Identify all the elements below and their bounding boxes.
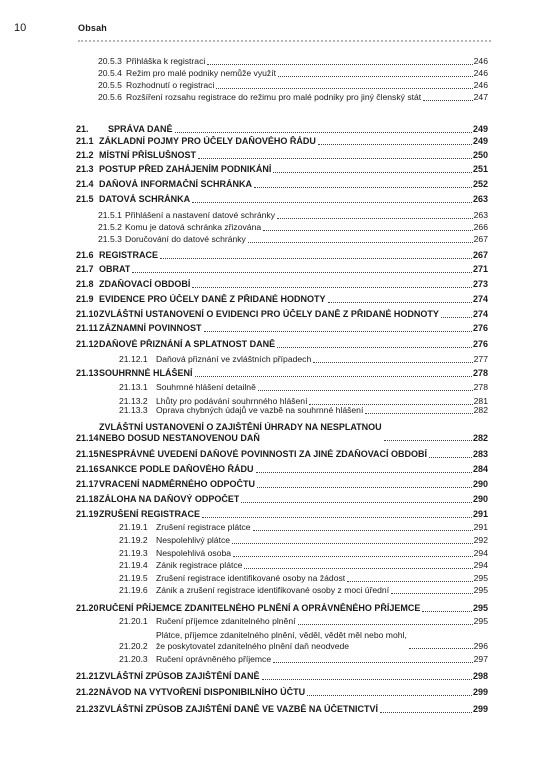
toc-entry-title: Zánik a zrušení registrace identifikované osoby z moci úřední [156, 585, 390, 595]
toc-entry[interactable] [76, 150, 488, 161]
toc-entry-number: 21.23 [76, 704, 99, 714]
toc-entry-number: 21.19.1 [119, 522, 148, 532]
toc-entry-page: 299 [472, 704, 488, 714]
toc-entry[interactable] [76, 124, 488, 135]
toc-entry-page: 291 [473, 522, 488, 532]
toc-entry-number: 21.6 [76, 250, 94, 260]
toc-entry-title: Zrušení registrace plátce [156, 522, 251, 532]
toc-entry-title: NESPRÁVNÉ UVEDENÍ DAŇOVÉ POVINNOSTI ZA JINÉ ZDAŇOVACÍ OBDOBÍ [99, 449, 428, 459]
toc-leader-dots [262, 679, 472, 680]
toc-entry-number: 21.10 [76, 309, 99, 319]
toc-entry-title: Přihláška k registraci [126, 56, 206, 66]
toc-entry-page: 297 [473, 654, 488, 664]
toc-entry-page: 274 [472, 294, 488, 304]
toc-entry-page: 263 [472, 194, 488, 204]
toc-entry-title: Nespolehlivá osoba [156, 548, 232, 558]
toc-leader-dots [441, 317, 472, 318]
toc-entry-page: 290 [472, 494, 488, 504]
toc-entry-page: 266 [473, 222, 488, 232]
toc-leader-dots [257, 487, 472, 488]
toc-entry-title: Komu je datová schránka zřizována [125, 222, 262, 232]
toc-entry-title: RUČENÍ PŘÍJEMCE ZDANITELNÉHO PLNĚNÍ A OPRÁVNĚNÉHO PŘÍJEMCE [99, 603, 421, 613]
toc-entry[interactable] [76, 704, 488, 715]
toc-entry-title: Zrušení registrace identifikované osoby na žádost [156, 573, 346, 583]
toc-entry[interactable] [76, 603, 488, 614]
toc-leader-dots [207, 64, 472, 65]
toc-entry-title: VRACENÍ NADMĚRNÉHO ODPOČTU [99, 479, 256, 489]
toc-entry-number: 21.19.6 [119, 585, 148, 595]
toc-entry-page: 294 [473, 548, 488, 558]
toc-leader-dots [347, 581, 472, 582]
toc-entry[interactable] [76, 548, 488, 559]
toc-entry-title: ZVLÁŠTNÍ USTANOVENÍ O ZAJIŠTĚNÍ ÚHRADY NA NESPLATNOU NEBO DOSUD NESTANOVENOU DAŇ [99, 422, 382, 443]
toc-entry-page: 294 [473, 560, 488, 570]
toc-entry[interactable] [76, 585, 488, 596]
toc-entry-title: ZÁKLADNÍ POJMY PRO ÚČELY DAŇOVÉHO ŘÁDU [99, 136, 316, 146]
header-dotted-rule [78, 40, 491, 42]
toc-entry-page: 277 [473, 354, 488, 364]
toc-entry-number: 21.13.2 [119, 396, 148, 406]
toc-entry[interactable] [76, 92, 488, 103]
toc-entry[interactable] [76, 422, 488, 443]
toc-entry[interactable] [76, 368, 488, 379]
toc-entry-page: 267 [472, 250, 488, 260]
toc-entry-number: 21.18 [76, 494, 99, 504]
toc-entry-number: 21.13.1 [119, 382, 148, 392]
toc-entry[interactable] [76, 464, 488, 475]
toc-leader-dots [254, 187, 472, 188]
toc-entry-number: 21.7 [76, 264, 94, 274]
toc-entry-title: ZÁZNAMNÍ POVINNOST [99, 323, 202, 333]
toc-leader-dots [202, 517, 472, 518]
toc-entry-number: 21.5 [76, 194, 94, 204]
toc-entry-title: Rozšíření rozsahu registrace do režimu pro malé podniky pro jiný členský stát [126, 92, 422, 102]
toc-entry-title: Rozhodnutí o registraci [126, 80, 215, 90]
toc-entry-page: 252 [472, 179, 488, 189]
toc-entry-title: Lhůty pro podávání souhrnného hlášení [156, 396, 308, 406]
toc-entry-title: NÁVOD NA VYTVOŘENÍ DISPONIBILNÍHO ÚČTU [99, 687, 306, 697]
toc-entry[interactable] [76, 294, 488, 305]
toc-leader-dots [429, 457, 472, 458]
toc-entry-page: 246 [473, 80, 488, 90]
toc-entry-title: Režim pro malé podniky nemůže využít [126, 68, 276, 78]
toc-entry-title: MÍSTNÍ PŘÍSLUŠNOST [99, 150, 197, 160]
toc-entry-number: 21.11 [76, 323, 99, 333]
toc-entry-number: 20.5.4 [98, 68, 122, 78]
toc-entry[interactable] [76, 264, 488, 275]
toc-entry-page: 276 [472, 323, 488, 333]
toc-entry-page: 251 [472, 164, 488, 174]
toc-entry[interactable] [76, 339, 488, 350]
toc-entry-number: 21.20 [76, 603, 99, 613]
toc-entry[interactable] [76, 323, 488, 334]
toc-entry[interactable] [76, 671, 488, 682]
toc-leader-dots [204, 331, 472, 332]
toc-entry-page: 278 [473, 382, 488, 392]
toc-entry-title: POSTUP PŘED ZAHÁJENÍM PODNIKÁNÍ [99, 164, 272, 174]
toc-entry-title: SOUHRNNÉ HLÁŠENÍ [99, 368, 193, 378]
toc-entry[interactable] [76, 654, 488, 665]
toc-entry[interactable] [76, 616, 488, 627]
toc-entry-number: 21.21 [76, 671, 99, 681]
toc-entry-title: Oprava chybných údajů ve vazbě na souhrnné hlášení [156, 405, 364, 415]
toc-entry-page: 282 [472, 432, 488, 443]
toc-entry-page: 250 [472, 150, 488, 160]
toc-entry-title: EVIDENCE PRO ÚČELY DANĚ Z PŘIDANÉ HODNOTY [99, 294, 326, 304]
toc-leader-dots [307, 695, 472, 696]
toc-entry-title: Plátce, příjemce zdanitelného plnění, věděl, vědět měl nebo mohl, že poskytovatel zdanitelného plnění daň neodvede [156, 630, 407, 651]
toc-entry-number: 20.5.3 [98, 56, 122, 66]
toc-entry-number: 21.4 [76, 179, 94, 189]
toc-entry-number: 21.13 [76, 368, 99, 378]
toc-leader-dots [132, 272, 472, 273]
toc-entry-title: DAŇOVÉ PŘIZNÁNÍ A SPLATNOST DANĚ [99, 339, 276, 349]
toc-entry-title: Daňová přiznání ve zvláštních případech [156, 354, 312, 364]
toc-leader-dots [278, 76, 473, 77]
toc-leader-dots [277, 218, 473, 219]
toc-leader-dots [232, 543, 473, 544]
toc-entry[interactable] [76, 382, 488, 393]
toc-leader-dots [198, 158, 472, 159]
toc-entry[interactable] [76, 80, 488, 91]
toc-entry[interactable] [76, 179, 488, 190]
toc-entry-number: 21.13.3 [119, 405, 148, 415]
toc-entry[interactable] [76, 56, 488, 67]
toc-entry-title: Přihlášení a nastavení datové schránky [125, 210, 276, 220]
toc-entry[interactable] [76, 194, 488, 205]
toc-leader-dots [409, 648, 473, 649]
toc-entry-title: ZÁLOHA NA DAŇOVÝ ODPOČET [99, 494, 240, 504]
toc-entry-number: 21.22 [76, 687, 99, 697]
toc-entry-number: 21.8 [76, 279, 94, 289]
toc-entry-page: 247 [473, 92, 488, 102]
toc-entry-number: 21.12.1 [119, 354, 148, 364]
toc-entry[interactable] [76, 573, 488, 584]
toc-entry-page: 284 [472, 464, 488, 474]
toc-leader-dots [258, 390, 473, 391]
toc-entry[interactable] [76, 535, 488, 546]
toc-leader-dots [422, 611, 472, 612]
toc-entry-title: REGISTRACE [99, 250, 159, 260]
toc-entry-title: ZVLÁŠTNÍ ZPŮSOB ZAJIŠTĚNÍ DANĚ VE VAZBĚ NA ÚČETNICTVÍ [99, 704, 379, 714]
toc-entry-number: 21.19.2 [119, 535, 148, 545]
toc-entry-number: 21.20.2 [119, 640, 148, 651]
running-title: Obsah [78, 23, 108, 33]
toc-entry-page: 276 [472, 339, 488, 349]
toc-entry[interactable] [76, 68, 488, 79]
toc-leader-dots [248, 242, 473, 243]
toc-entry-number: 21.12 [76, 339, 99, 349]
toc-leader-dots [233, 556, 473, 557]
toc-entry-page: 299 [472, 687, 488, 697]
toc-entry-page: 295 [473, 573, 488, 583]
toc-leader-dots [192, 202, 472, 203]
toc-entry-number: 21.17 [76, 479, 99, 489]
toc-entry-number: 21.5.1 [98, 210, 122, 220]
toc-entry-title: ZRUŠENÍ REGISTRACE [99, 509, 201, 519]
toc-entry-number: 21.20.1 [119, 616, 148, 626]
toc-entry-number: 21.20.3 [119, 654, 148, 664]
toc-entry-number: 21.3 [76, 164, 94, 174]
toc-entry[interactable] [76, 509, 488, 520]
toc-entry-number: 21.15 [76, 449, 99, 459]
toc-entry[interactable] [76, 164, 488, 175]
toc-entry[interactable] [76, 354, 488, 365]
toc-entry-page: 271 [472, 264, 488, 274]
toc-entry-page: 295 [473, 585, 488, 595]
toc-leader-dots [160, 258, 472, 259]
toc-leader-dots [273, 662, 473, 663]
toc-entry-page: 263 [473, 210, 488, 220]
toc-entry-number: 21.16 [76, 464, 99, 474]
toc-entry-title: SPRÁVA DANĚ [108, 124, 173, 134]
toc-entry-page: 290 [472, 479, 488, 489]
toc-entry-page: 249 [472, 124, 488, 134]
toc-entry[interactable] [76, 494, 488, 505]
toc-entry-number: 20.5.5 [98, 80, 122, 90]
toc-entry-page: 283 [472, 449, 488, 459]
toc-entry[interactable] [76, 309, 488, 320]
toc-entry-page: 291 [472, 509, 488, 519]
toc-entry-title: ZVLÁŠTNÍ ZPŮSOB ZAJIŠTĚNÍ DANĚ [99, 671, 260, 681]
toc-entry-title: SANKCE PODLE DAŇOVÉHO ŘÁDU [99, 464, 254, 474]
toc-entry[interactable] [76, 250, 488, 261]
toc-entry[interactable] [76, 630, 488, 651]
toc-entry[interactable] [76, 560, 488, 571]
toc-leader-dots [384, 440, 472, 441]
toc-entry[interactable] [76, 279, 488, 290]
toc-entry-title: ZVLÁŠTNÍ USTANOVENÍ O EVIDENCI PRO ÚČELY DANĚ Z PŘIDANÉ HODNOTY [99, 309, 439, 319]
toc-entry-page: 295 [472, 603, 488, 613]
toc-entry[interactable] [76, 449, 488, 460]
toc-leader-dots [244, 568, 472, 569]
toc-entry-page: 292 [473, 535, 488, 545]
toc-entry-page: 278 [472, 368, 488, 378]
toc-leader-dots [365, 413, 472, 414]
toc-entry-page: 246 [473, 56, 488, 66]
toc-leader-dots [423, 100, 472, 101]
page-number: 10 [14, 22, 27, 34]
toc-entry-title: Ručení oprávněného příjemce [156, 654, 272, 664]
toc-entry-number: 21.19.4 [119, 560, 148, 570]
toc-entry-page: 295 [473, 616, 488, 626]
toc-entry-title: Doručování do datové schránky [125, 234, 246, 244]
toc-leader-dots [273, 172, 472, 173]
toc-entry-title: DATOVÁ SCHRÁNKA [99, 194, 191, 204]
toc-leader-dots [298, 624, 473, 625]
page-header [0, 0, 543, 50]
toc-leader-dots [192, 287, 472, 288]
toc-entry-title: Zánik registrace plátce [156, 560, 243, 570]
toc-entry-title: Souhrnné hlášení detailně [156, 382, 256, 392]
toc-entry-number: 21.19 [76, 509, 99, 519]
toc-leader-dots [277, 347, 472, 348]
toc-entry[interactable] [76, 136, 488, 147]
toc-entry[interactable] [76, 479, 488, 490]
toc-leader-dots [391, 593, 473, 594]
toc-entry-number: 21.1 [76, 136, 94, 146]
toc-entry-number: 21.5.2 [98, 222, 122, 232]
toc-leader-dots [253, 530, 473, 531]
toc-entry[interactable] [76, 405, 488, 416]
toc-entry[interactable] [76, 687, 488, 698]
toc-entry-page: 282 [473, 405, 488, 415]
toc-leader-dots [216, 88, 472, 89]
toc-entry-number: 21.9 [76, 294, 94, 304]
toc-leader-dots [175, 132, 472, 133]
toc-entry-page: 273 [472, 279, 488, 289]
toc-entry[interactable] [76, 522, 488, 533]
toc-entry-number: 21. [76, 124, 89, 134]
toc-entry-page: 281 [473, 396, 488, 406]
toc-entry-page: 296 [473, 640, 488, 651]
toc-entry-title: OBRAT [99, 264, 131, 274]
toc-leader-dots [328, 302, 472, 303]
toc-leader-dots [263, 230, 473, 231]
toc-entry-title: Ručení příjemce zdanitelného plnění [156, 616, 296, 626]
toc-leader-dots [256, 472, 472, 473]
toc-entry-page: 249 [472, 136, 488, 146]
toc-leader-dots [195, 376, 472, 377]
toc-entry-title: DAŇOVÁ INFORMAČNÍ SCHRÁNKA [99, 179, 252, 189]
toc-entry-page: 298 [472, 671, 488, 681]
toc-leader-dots [318, 144, 472, 145]
toc-entry-page: 246 [473, 68, 488, 78]
toc-entry[interactable] [76, 234, 488, 245]
toc-entry-number: 21.2 [76, 150, 94, 160]
toc-entry-title: Nespolehlivý plátce [156, 535, 231, 545]
toc-leader-dots [313, 362, 472, 363]
toc-entry-title: ZDAŇOVACÍ OBDOBÍ [99, 279, 191, 289]
toc-entry-number: 20.5.6 [98, 92, 122, 102]
toc-entry-page: 274 [472, 309, 488, 319]
toc-entry-page: 267 [473, 234, 488, 244]
toc-entry[interactable] [76, 210, 488, 221]
toc-entry-number: 21.19.3 [119, 548, 148, 558]
toc-entry-number: 21.19.5 [119, 573, 148, 583]
toc-entry-number: 21.14 [76, 432, 99, 443]
toc-entry-number: 21.5.3 [98, 234, 122, 244]
toc-entry[interactable] [76, 222, 488, 233]
toc-leader-dots [380, 712, 472, 713]
toc-leader-dots [241, 502, 472, 503]
